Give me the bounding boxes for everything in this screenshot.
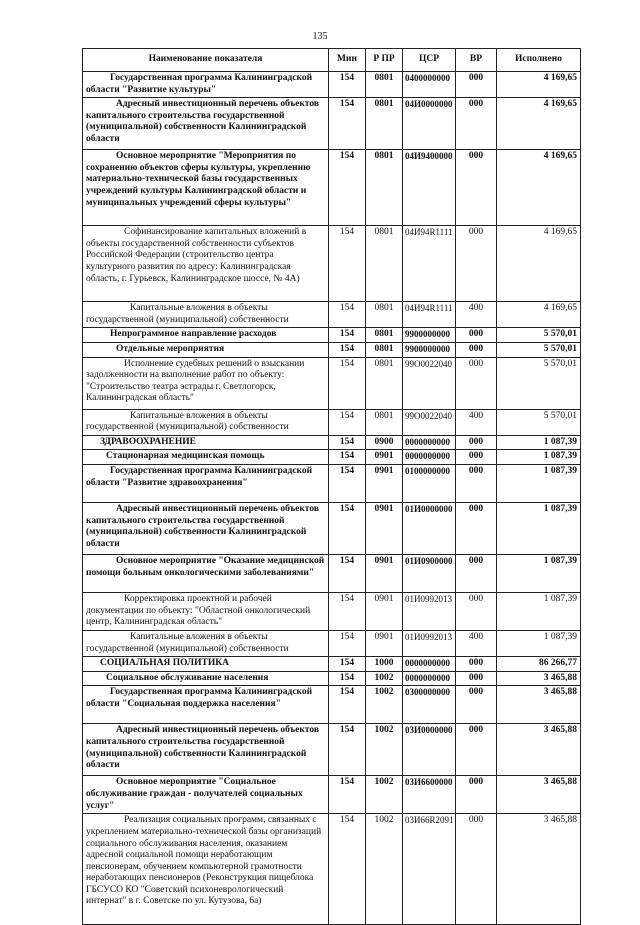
table-header-row [83,49,581,72]
row-rpr-cell: 1002 [366,671,403,686]
row-csr-cell: 0000000000 [403,671,456,686]
row-vr-cell: 000 [456,686,497,724]
row-csr-cell: 04И94R1111 [403,302,456,328]
table-row [83,357,581,409]
row-min-cell: 154 [329,671,366,686]
row-min-cell: 154 [329,357,366,409]
column-header-vr: ВР [456,49,497,72]
row-rpr-cell: 0801 [366,72,403,98]
table-row [83,72,581,98]
row-rpr-cell: 1002 [366,776,403,814]
table-row [83,671,581,686]
row-amount-cell: 1 087,39 [497,464,581,502]
row-rpr-cell: 0801 [366,226,403,302]
row-csr-cell: 01И0000000 [403,502,456,554]
row-amount-cell: 3 465,88 [497,686,581,724]
row-name-cell: Капитальные вложения в объекты государственной (муниципальной) собственности [83,302,329,328]
table-row [83,464,581,502]
table-row [83,814,581,925]
row-csr-cell: 01И0992013 [403,630,456,656]
row-min-cell: 154 [329,98,366,150]
row-name-cell: СОЦИАЛЬНАЯ ПОЛИТИКА [83,657,329,672]
row-csr-cell: 99О0022040 [403,409,456,435]
table-row [83,342,581,357]
table-row [83,98,581,150]
row-rpr-cell: 0801 [366,302,403,328]
row-name-cell: Непрограммное направление расходов [83,328,329,343]
row-name-cell: Адресный инвестиционный перечень объектов капитального строительства государственной (муниципальной) собственности Калининградской области [83,98,329,150]
row-amount-cell: 1 087,39 [497,450,581,465]
table-row [83,686,581,724]
table-row [83,302,581,328]
row-rpr-cell: 0901 [366,450,403,465]
row-vr-cell: 000 [456,464,497,502]
row-amount-cell: 4 169,65 [497,302,581,328]
row-rpr-cell: 0801 [366,342,403,357]
row-amount-cell: 86 266,77 [497,657,581,672]
row-vr-cell: 000 [456,554,497,592]
row-vr-cell: 000 [456,72,497,98]
row-csr-cell: 04И94R1111 [403,226,456,302]
row-vr-cell: 000 [456,671,497,686]
row-vr-cell: 400 [456,302,497,328]
row-amount-cell: 4 169,65 [497,72,581,98]
row-rpr-cell: 1002 [366,686,403,724]
row-rpr-cell: 0801 [366,328,403,343]
table-row [83,776,581,814]
table-row [83,450,581,465]
row-amount-cell: 4 169,65 [497,150,581,226]
row-name-cell: Основное мероприятие "Социальное обслуживание граждан - получателей социальных услуг" [83,776,329,814]
row-name-cell: Капитальные вложения в объекты государственной (муниципальной) собственности [83,409,329,435]
expenditure-table [82,48,581,925]
row-vr-cell: 400 [456,409,497,435]
row-vr-cell: 000 [456,226,497,302]
row-name-cell: Корректировка проектной и рабочей документации по объекту: "Областной онкологический центр, Калининградская область" [83,592,329,630]
row-amount-cell: 1 087,39 [497,435,581,450]
row-vr-cell: 000 [456,502,497,554]
row-vr-cell: 000 [456,342,497,357]
row-min-cell: 154 [329,592,366,630]
row-amount-cell: 1 087,39 [497,592,581,630]
row-min-cell: 154 [329,226,366,302]
row-amount-cell: 3 465,88 [497,724,581,776]
row-rpr-cell: 1000 [366,657,403,672]
row-rpr-cell: 0901 [366,502,403,554]
row-name-cell: Стационарная медицинская помощь [83,450,329,465]
row-csr-cell: 03И6600000 [403,776,456,814]
row-name-cell: Адресный инвестиционный перечень объектов капитального строительства государственной (муниципальной) собственности Калининградской области [83,502,329,554]
row-csr-cell: 01И0992013 [403,592,456,630]
table-row [83,630,581,656]
row-csr-cell: 9900000000 [403,328,456,343]
row-min-cell: 154 [329,150,366,226]
table-row [83,150,581,226]
row-min-cell: 154 [329,342,366,357]
row-name-cell: Основное мероприятие "Оказание медицинской помощи больным онкологическими заболеваниями" [83,554,329,592]
table-row [83,554,581,592]
row-vr-cell: 000 [456,435,497,450]
row-amount-cell: 1 087,39 [497,502,581,554]
row-amount-cell: 3 465,88 [497,814,581,925]
row-min-cell: 154 [329,328,366,343]
row-vr-cell: 000 [456,357,497,409]
page-number: 135 [312,31,328,42]
row-min-cell: 154 [329,814,366,925]
row-min-cell: 154 [329,72,366,98]
row-csr-cell: 01И0900000 [403,554,456,592]
row-min-cell: 154 [329,724,366,776]
row-name-cell: Реализация социальных программ, связанных с укреплением материально-технической базы организаций социального обслуживания населения, оказанием адресной социальной помощи неработающим пенсионерам, обучением компьютерной грамотности неработающих пенсионеров (Реконструкция пищеблока ГБСУСО КО "Советский психоневрологический интернат" в г. Советске по ул. Кутузова, 6а) [83,814,329,925]
row-amount-cell: 5 570,01 [497,342,581,357]
row-csr-cell: 04И9400000 [403,150,456,226]
row-name-cell: Капитальные вложения в объекты государственной (муниципальной) собственности [83,630,329,656]
row-rpr-cell: 1002 [366,724,403,776]
row-csr-cell: 99О0022040 [403,357,456,409]
row-vr-cell: 000 [456,657,497,672]
row-vr-cell: 000 [456,98,497,150]
row-rpr-cell: 1002 [366,814,403,925]
row-name-cell: Основное мероприятие "Мероприятия по сохранению объектов сферы культуры, укреплению материально-технической базы государственных учреждений культуры Калининградской области и муниципальных учреждений сферы культуры" [83,150,329,226]
column-header-amount: Исполнено [497,49,581,72]
row-rpr-cell: 0901 [366,592,403,630]
row-vr-cell: 400 [456,630,497,656]
row-csr-cell: 0000000000 [403,435,456,450]
row-csr-cell: 0400000000 [403,72,456,98]
row-amount-cell: 4 169,65 [497,226,581,302]
row-amount-cell: 1 087,39 [497,630,581,656]
row-name-cell: Отдельные мероприятия [83,342,329,357]
row-rpr-cell: 0801 [366,357,403,409]
row-min-cell: 154 [329,450,366,465]
row-csr-cell: 03И0000000 [403,724,456,776]
table-body [83,72,581,925]
row-min-cell: 154 [329,776,366,814]
column-header-rpr: Р ПР [366,49,403,72]
row-csr-cell: 0000000000 [403,450,456,465]
row-name-cell: Государственная программа Калининградской области "Социальная поддержка населения" [83,686,329,724]
row-csr-cell: 04И0000000 [403,98,456,150]
row-name-cell: Исполнение судебных решений о взыскании задолженности на выполнение работ по объекту: "Строительство театра эстрады г. Светлогорск, Калининградская область" [83,357,329,409]
row-name-cell: ЗДРАВООХРАНЕНИЕ [83,435,329,450]
row-min-cell: 154 [329,502,366,554]
row-amount-cell: 1 087,39 [497,554,581,592]
column-header-min: Мин [329,49,366,72]
row-min-cell: 154 [329,435,366,450]
row-rpr-cell: 0801 [366,98,403,150]
row-min-cell: 154 [329,686,366,724]
row-vr-cell: 000 [456,814,497,925]
row-rpr-cell: 0901 [366,554,403,592]
row-rpr-cell: 0901 [366,630,403,656]
row-name-cell: Адресный инвестиционный перечень объектов капитального строительства государственной (муниципальной) собственности Калининградской области [83,724,329,776]
row-amount-cell: 5 570,01 [497,409,581,435]
row-name-cell: Государственная программа Калининградской области "Развитие здравоохранения" [83,464,329,502]
row-min-cell: 154 [329,657,366,672]
column-header-name: Наименование показателя [83,49,329,72]
row-min-cell: 154 [329,554,366,592]
row-csr-cell: 0100000000 [403,464,456,502]
row-csr-cell: 03И66R2091 [403,814,456,925]
table-row [83,657,581,672]
table-row [83,435,581,450]
row-vr-cell: 000 [456,150,497,226]
table-row [83,592,581,630]
table-row [83,328,581,343]
row-amount-cell: 5 570,01 [497,328,581,343]
row-rpr-cell: 0801 [366,409,403,435]
row-name-cell: Государственная программа Калининградской области "Развитие культуры" [83,72,329,98]
row-vr-cell: 000 [456,592,497,630]
row-vr-cell: 000 [456,450,497,465]
row-csr-cell: 0300000000 [403,686,456,724]
row-min-cell: 154 [329,630,366,656]
table-row [83,409,581,435]
row-name-cell: Социальное обслуживание населения [83,671,329,686]
row-csr-cell: 9900000000 [403,342,456,357]
row-name-cell: Софинансирование капитальных вложений в объекты государственной собственности субъектов Российской Федерации (строительство центра культурного развития по адресу: Калининградская область, г. Гурьевск, Калининградское шоссе, № 4А) [83,226,329,302]
row-min-cell: 154 [329,464,366,502]
row-amount-cell: 3 465,88 [497,776,581,814]
row-amount-cell: 3 465,88 [497,671,581,686]
row-rpr-cell: 0901 [366,464,403,502]
column-header-csr: ЦСР [403,49,456,72]
table-row [83,502,581,554]
row-rpr-cell: 0801 [366,150,403,226]
row-amount-cell: 4 169,65 [497,98,581,150]
row-vr-cell: 000 [456,724,497,776]
row-vr-cell: 000 [456,776,497,814]
row-min-cell: 154 [329,302,366,328]
table-row [83,724,581,776]
table-row [83,226,581,302]
row-min-cell: 154 [329,409,366,435]
row-csr-cell: 0000000000 [403,657,456,672]
row-vr-cell: 000 [456,328,497,343]
row-rpr-cell: 0900 [366,435,403,450]
row-amount-cell: 5 570,01 [497,357,581,409]
